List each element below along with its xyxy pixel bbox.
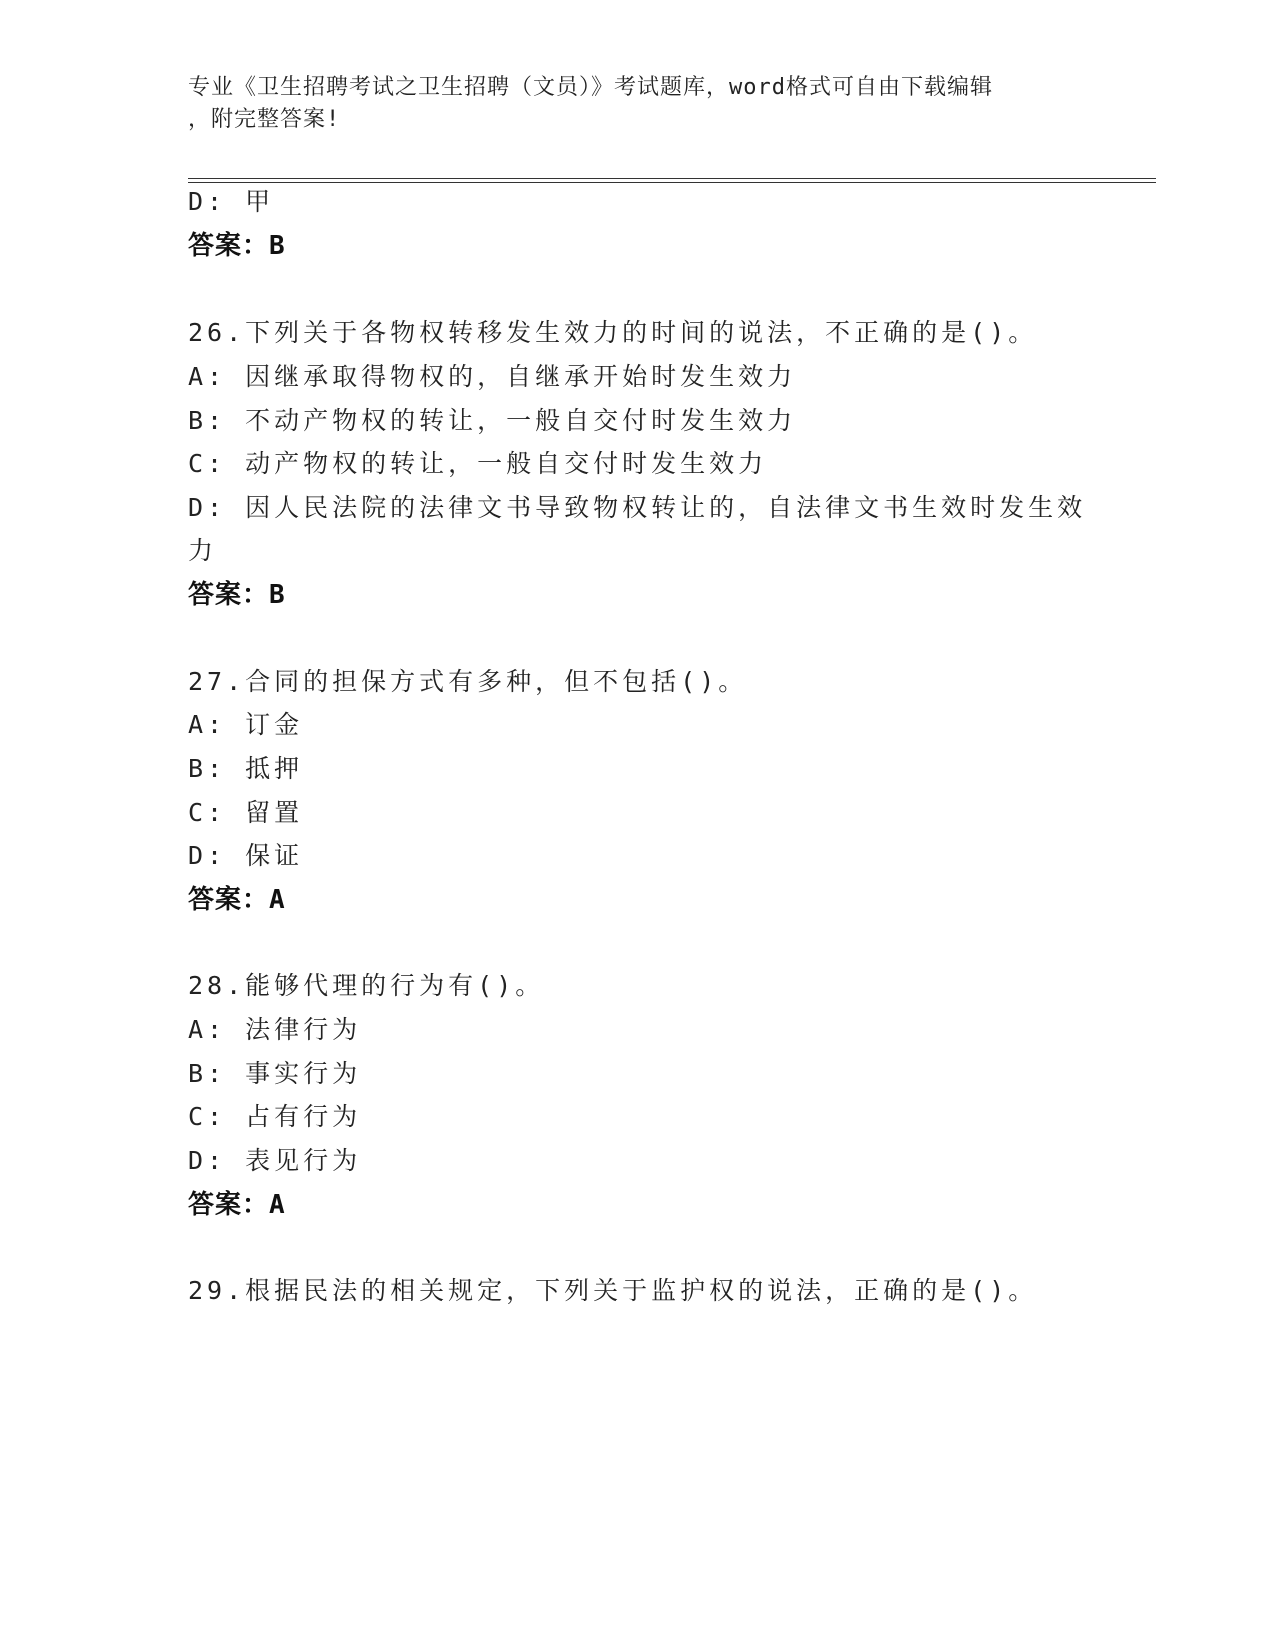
prev-answer: 答案：B [188,231,286,261]
header-divider [188,178,1156,183]
q26-answer: 答案：B [188,580,286,610]
q29-stem: 29.根据民法的相关规定，下列关于监护权的说法，正确的是()。 [188,1276,1038,1305]
q26-option-d-line1: D: 因人民法院的法律文书导致物权转让的，自法律文书生效时发生效 [188,493,1087,522]
q26-option-a: A: 因继承取得物权的，自继承开始时发生效力 [188,362,797,391]
q27-option-b: B: 抵押 [188,754,304,783]
q27-stem: 27.合同的担保方式有多种，但不包括()。 [188,667,748,696]
q26-option-c: C: 动产物权的转让，一般自交付时发生效力 [188,449,768,478]
q28-option-b: B: 事实行为 [188,1059,362,1088]
q28-stem: 28.能够代理的行为有()。 [188,971,545,1000]
q26-stem: 26.下列关于各物权转移发生效力的时间的说法，不正确的是()。 [188,318,1038,347]
q28-option-d: D: 表见行为 [188,1146,362,1175]
q27-option-a: A: 订金 [188,710,304,739]
q28-answer: 答案：A [188,1190,286,1220]
header-line-1: 专业《卫生招聘考试之卫生招聘（文员）》考试题库，word格式可自由下载编辑 [188,75,993,100]
q27-option-c: C: 留置 [188,798,304,827]
prev-option-d: D: 甲 [188,187,275,216]
q26-option-d-line2: 力 [188,536,218,565]
header-line-2: ，附完整答案! [188,107,341,132]
q28-option-c: C: 占有行为 [188,1102,362,1131]
document-header [188,72,1068,136]
q26-option-b: B: 不动产物权的转让，一般自交付时发生效力 [188,406,797,435]
q27-answer: 答案：A [188,885,286,915]
q28-option-a: A: 法律行为 [188,1015,362,1044]
q27-option-d: D: 保证 [188,841,304,870]
